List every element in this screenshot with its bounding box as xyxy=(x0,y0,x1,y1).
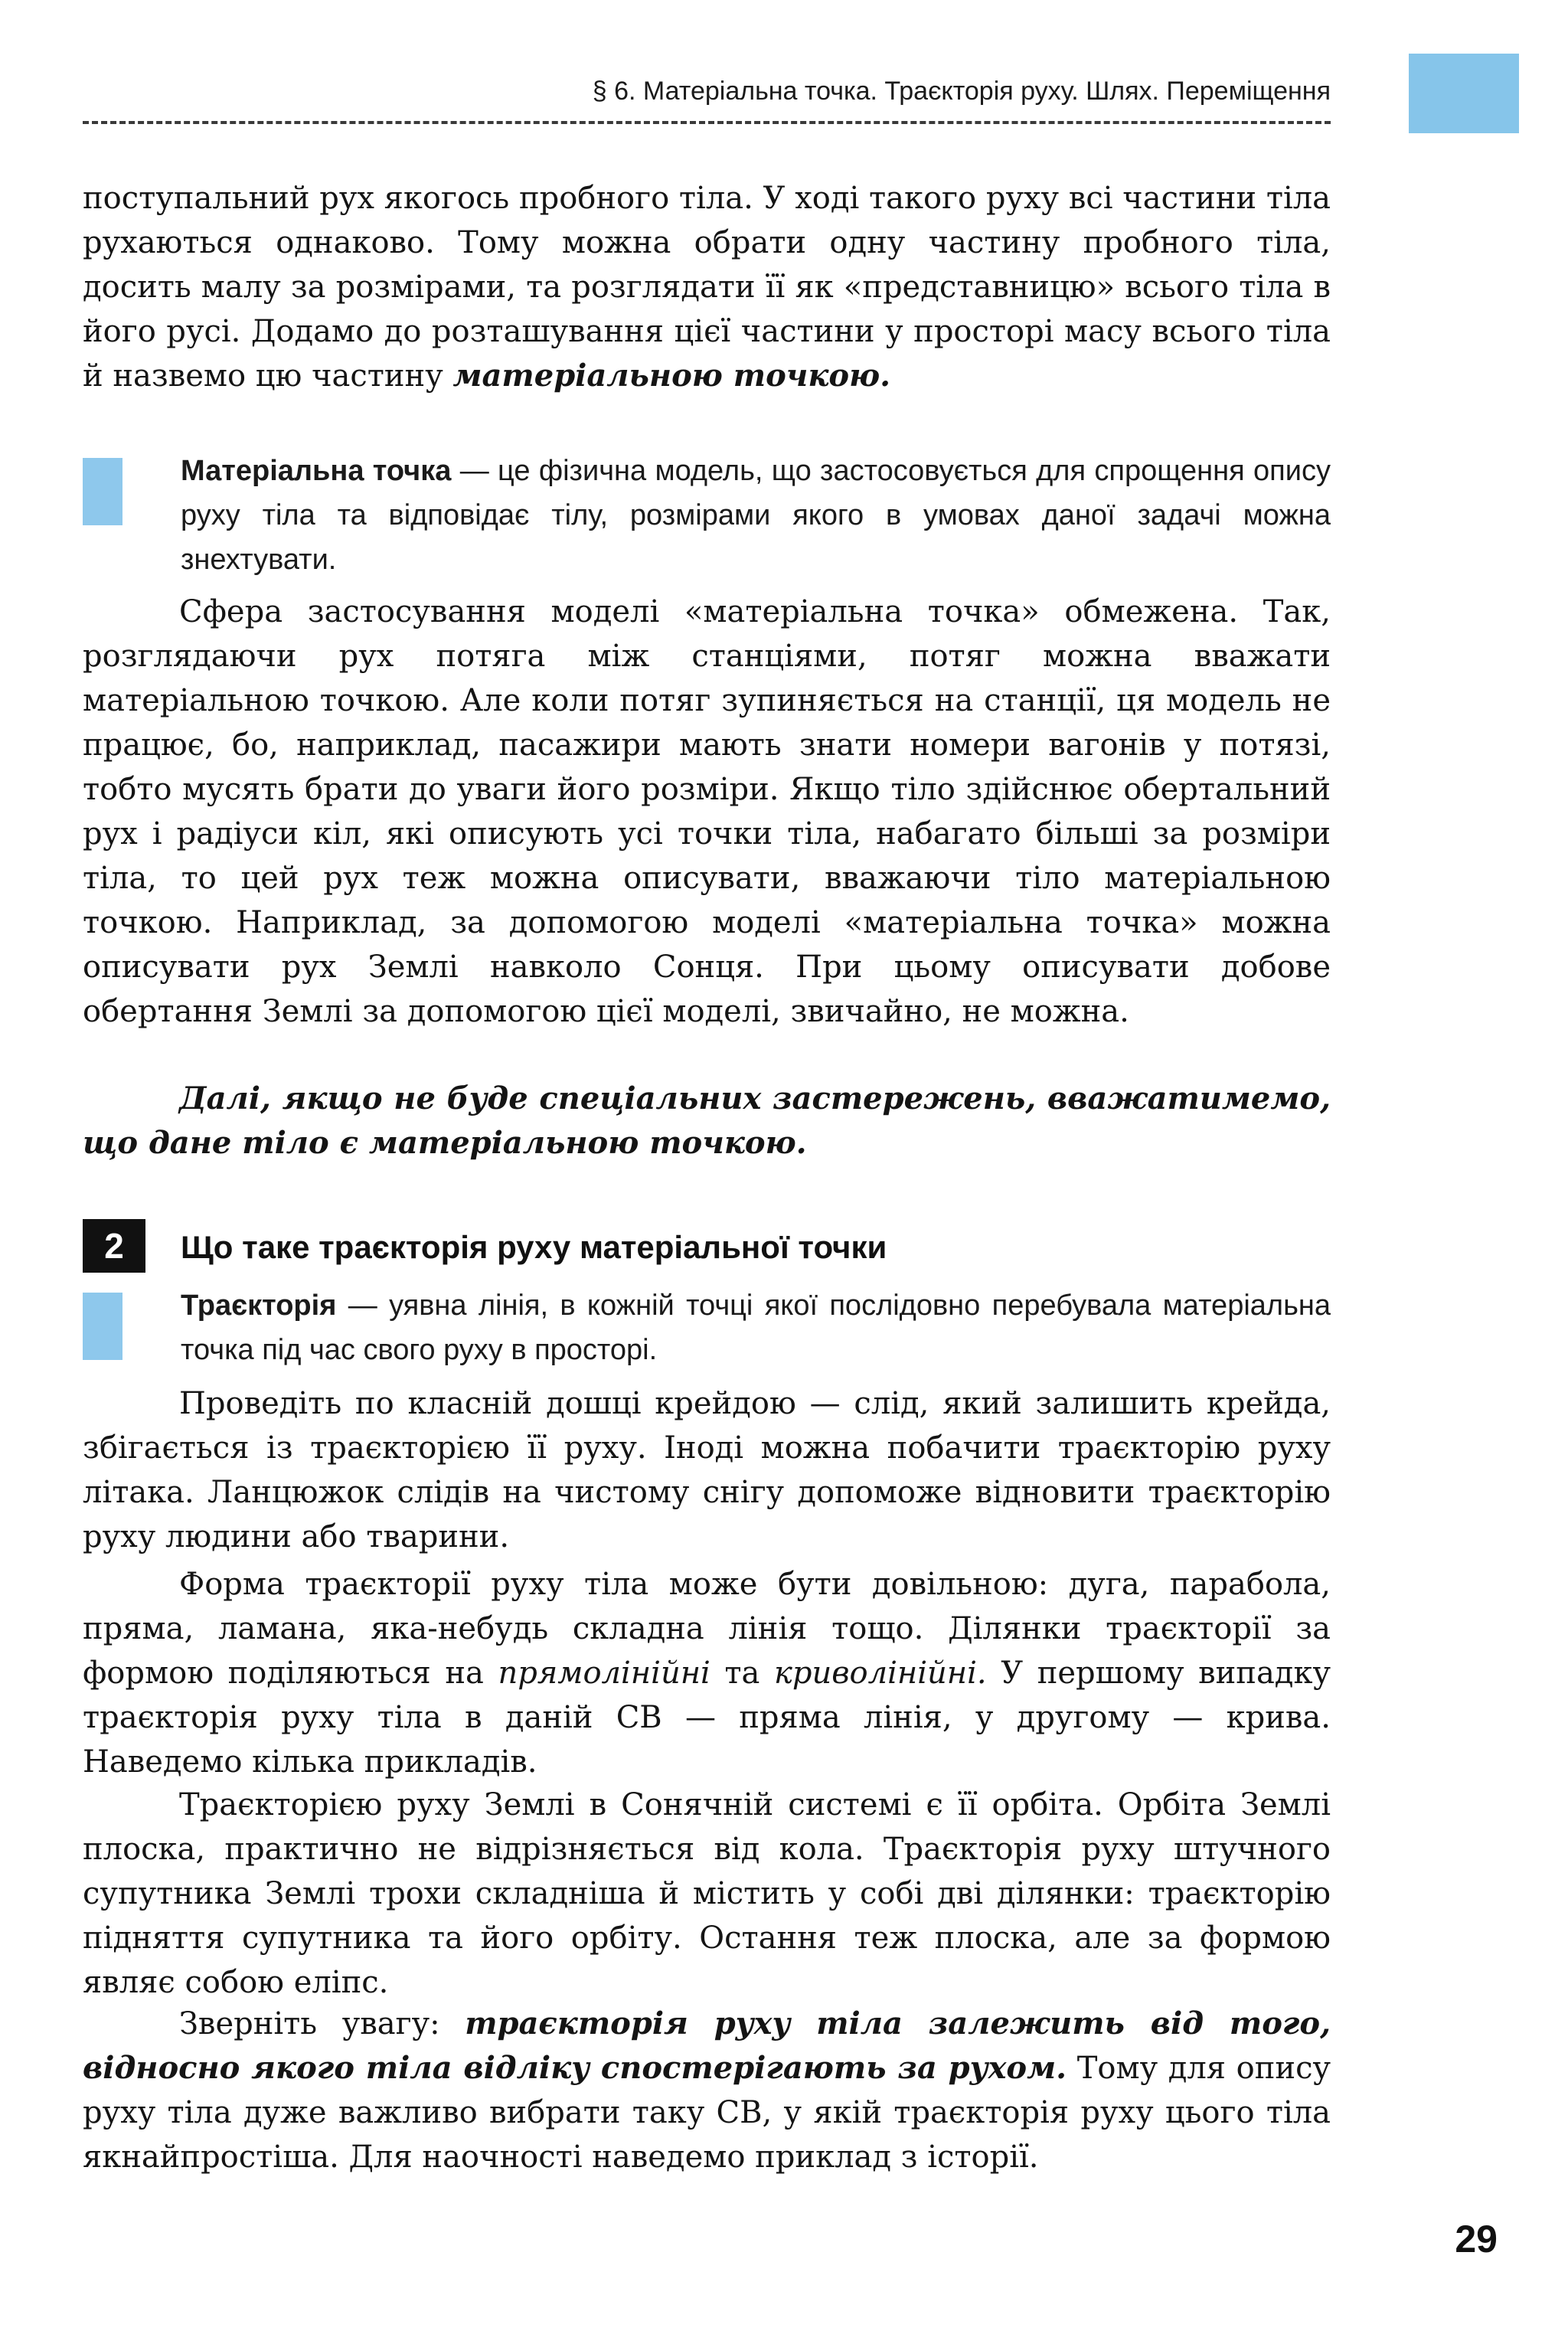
paragraph-text: Сфера застосування моделі «матеріальна точка» обмежена. Так, розглядаючи рух потяга між станціями, потяг можна вважати матеріальною точкою. Але коли потяг зупиняється на станції, ця модель не працює, бо, наприклад, пасажири мають знати номери вагонів у потязі, тобто мусять брати до уваги його розміри. Якщо тіло здійснює обертальний рух і радіуси кіл, які описують усі точки тіла, набагато більші за розміри тіла, то цей рух теж можна описувати, вважаючи тіло матеріальною точкою. Наприклад, за допомогою моделі «матеріальна точка» можна описувати рух Землі навколо Сонця. При цьому описувати добове обертання Землі за допомогою цієї моделі, звичайно, не можна. xyxy=(83,594,1331,1029)
paragraph-text: Тому для опису руху тіла дуже важливо вибрати таку СВ, у якій траєкторія руху цього тіла якнайпростіша. Для наочності наведемо приклад з історії. xyxy=(83,2051,1331,2175)
paragraph-text: Форма траєкторії руху тіла може бути довільною: дуга, парабола, пряма, ламана, яка-небудь складна лінія тощо. Ділянки траєкторії за формою поділяються на xyxy=(83,1567,1331,1691)
definition-marker xyxy=(83,1293,122,1360)
chapter-tab-marker xyxy=(1409,54,1519,133)
paragraph-text: Проведіть по класній дошці крейдою — слід, який залишить крейда, збігається із траєкторією її руху. Іноді можна побачити траєкторію руху літака. Ланцюжок слідів на чистому снігу допоможе відновити траєкторію руху людини або тварини. xyxy=(83,1386,1331,1554)
page-number: 29 xyxy=(1455,2218,1498,2260)
section-title: Що таке траєкторія руху матеріальної точки xyxy=(181,1229,887,1265)
paragraph-text: та xyxy=(724,1656,760,1691)
header-rule xyxy=(83,121,1331,124)
definition-material-point xyxy=(83,449,1331,582)
paragraph-trajectory-shape xyxy=(83,1562,1331,1784)
paragraph-text: Зверніть увагу: xyxy=(179,2006,440,2041)
emphasis-term: криволінійні. xyxy=(773,1656,987,1691)
paragraph-assumption xyxy=(83,1077,1331,1165)
paragraph-intro xyxy=(83,176,1331,398)
paragraph-chalk-example xyxy=(83,1381,1331,1559)
definition-marker xyxy=(83,458,122,525)
section-heading xyxy=(83,1219,1331,1274)
definition-body: — уявна лінія, в кожній точці якої послідовно перебувала матеріальна точка під час свого руху в просторі. xyxy=(181,1290,1331,1366)
paragraph-text: Траєкторією руху Землі в Сонячній системі є її орбіта. Орбіта Землі плоска, практично не відрізняється від кола. Траєкторія руху штучного супутника Землі трохи складніша й містить у собі дві ділянки: траєкторію підняття супутника та його орбіту. Остання теж плоска, але за формою являє собою еліпс. xyxy=(83,1787,1331,2000)
paragraph-reference-frame xyxy=(83,2002,1331,2179)
section-number: 2 xyxy=(83,1219,145,1273)
definition-trajectory xyxy=(83,1283,1331,1372)
definition-text xyxy=(181,1283,1331,1372)
header-title: § 6. Матеріальна точка. Траєкторія руху. Шлях. Переміщення xyxy=(592,77,1331,106)
emphasis-statement: Далі, якщо не буде спеціальних застережень, вважатимемо, що дане тіло є матеріальною точкою. xyxy=(83,1080,1331,1161)
emphasis-term: прямолінійні xyxy=(498,1656,710,1691)
emphasis-term: матеріальною точкою. xyxy=(452,358,891,394)
paragraph-text: поступальний рух якогось пробного тіла. У ході такого руху всі частини тіла рухаються однаково. Тому можна обрати одну частину пробного тіла, досить малу за розмірами, та розглядати її як «представницю» всього тіла в його русі. Додамо до розташування цієї частини у просторі масу всього тіла й назвемо цю частину xyxy=(83,181,1331,394)
paragraph-text: У першому випадку траєкторія руху тіла в даній СВ — пряма лінія, у другому — крива. Наведемо кілька прикладів. xyxy=(83,1656,1331,1780)
emphasis-statement: траєкторія руху тіла залежить від того, відносно якого тіла відліку спостерігають за рухом. xyxy=(83,2005,1331,2086)
paragraph-model-scope xyxy=(83,590,1331,1034)
running-header xyxy=(83,77,1331,123)
definition-text xyxy=(181,449,1331,582)
paragraph-earth-orbit xyxy=(83,1783,1331,2005)
definition-term: Матеріальна точка xyxy=(181,455,452,487)
definition-term: Траєкторія xyxy=(181,1290,337,1322)
definition-body: — це фізична модель, що застосовується для спрощення опису руху тіла та відповідає тілу, розмірами якого в умовах даної задачі можна знехтувати. xyxy=(181,455,1331,576)
